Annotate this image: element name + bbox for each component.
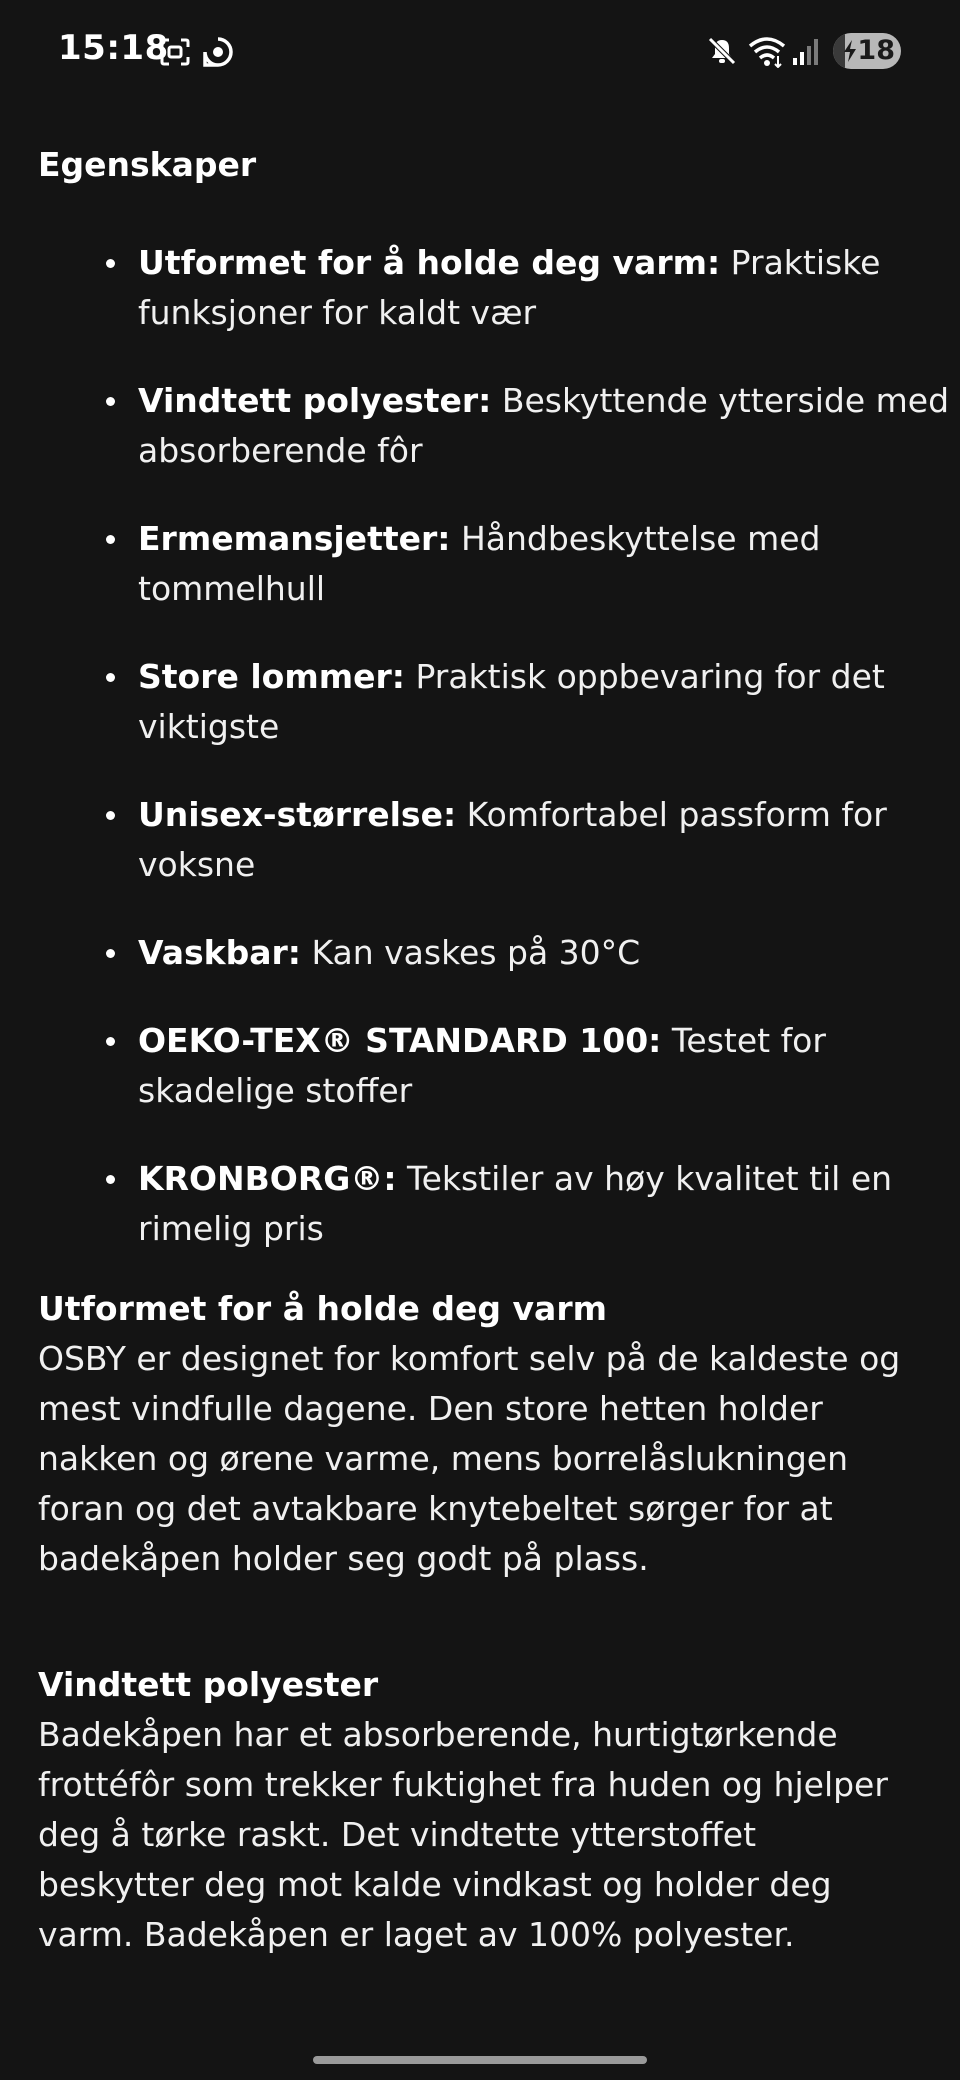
paragraph-heading: Utformet for å holde deg varm — [38, 1289, 607, 1328]
feature-text: Komfortabel passform for voksne — [138, 795, 887, 884]
feature-label: Unisex-størrelse: — [138, 795, 457, 834]
feature-text: Praktisk oppbevaring for det viktigste — [138, 657, 885, 746]
feature-text: Tekstiler av høy kvalitet til en rimelig pris — [138, 1159, 893, 1248]
bullet — [106, 1037, 115, 1046]
section-title: Egenskaper — [38, 145, 257, 184]
mute-icon — [707, 36, 737, 66]
mode-icon — [203, 37, 233, 67]
feature-label: OEKO-TEX® STANDARD 100: — [138, 1021, 662, 1060]
list-item — [138, 1016, 953, 1116]
bullet — [106, 673, 115, 682]
bullet — [106, 811, 115, 820]
bullet — [106, 259, 115, 268]
paragraph-body: OSBY er designet for komfort selv på de kaldeste og mest vindfulle dagene. Den store hetten holder nakken og ørene varme, mens borrelåslukningen foran og det avtakbare knytebeltet sørger for at badekåpen holder seg godt på plass. — [38, 1339, 901, 1578]
bullet — [106, 1175, 115, 1184]
feature-text: Praktiske funksjoner for kaldt vær — [138, 243, 881, 332]
screenshot-icon — [160, 38, 190, 66]
feature-text: Testet for skadelige stoffer — [138, 1021, 826, 1110]
feature-text: Beskyttende ytterside med absorberende fôr — [138, 381, 950, 470]
product-details — [38, 140, 950, 1960]
bullet — [106, 949, 115, 958]
battery-text: 18 — [857, 35, 895, 66]
list-item — [138, 652, 953, 752]
signal-icon — [792, 38, 822, 66]
list-item — [138, 376, 953, 476]
list-item — [138, 928, 953, 978]
feature-label: Store lommer: — [138, 657, 405, 696]
feature-label: KRONBORG®: — [138, 1159, 397, 1198]
paragraph-body: Badekåpen har et absorberende, hurtigtørkende frottéfôr som trekker fuktighet fra huden og hjelper deg å tørke raskt. Det vindtette ytterstoffet beskytter deg mot kalde vindkast og holder deg varm. Badekåpen er laget av 100% polyester. — [38, 1715, 888, 1954]
status-time: 15:18 — [58, 28, 169, 68]
wifi-icon — [748, 34, 786, 68]
list-item — [138, 790, 953, 890]
battery-indicator — [833, 33, 901, 69]
feature-label: Vindtett polyester: — [138, 381, 492, 420]
status-bar — [0, 0, 960, 104]
feature-label: Utformet for å holde deg varm: — [138, 243, 721, 282]
list-item — [138, 1154, 953, 1254]
feature-text: Kan vaskes på 30°C — [300, 933, 641, 972]
list-item — [138, 238, 953, 338]
paragraph-warmth — [38, 1284, 918, 1584]
feature-label: Ermemansjetter: — [138, 519, 451, 558]
features-list — [38, 238, 950, 1254]
bullet — [106, 535, 115, 544]
bullet — [106, 397, 115, 406]
home-indicator[interactable] — [313, 2056, 647, 2064]
feature-label: Vaskbar: — [138, 933, 301, 972]
paragraph-heading: Vindtett polyester — [38, 1665, 379, 1704]
list-item — [138, 514, 953, 614]
feature-text: Håndbeskyttelse med tommelhull — [138, 519, 821, 608]
paragraph-polyester — [38, 1660, 918, 1960]
